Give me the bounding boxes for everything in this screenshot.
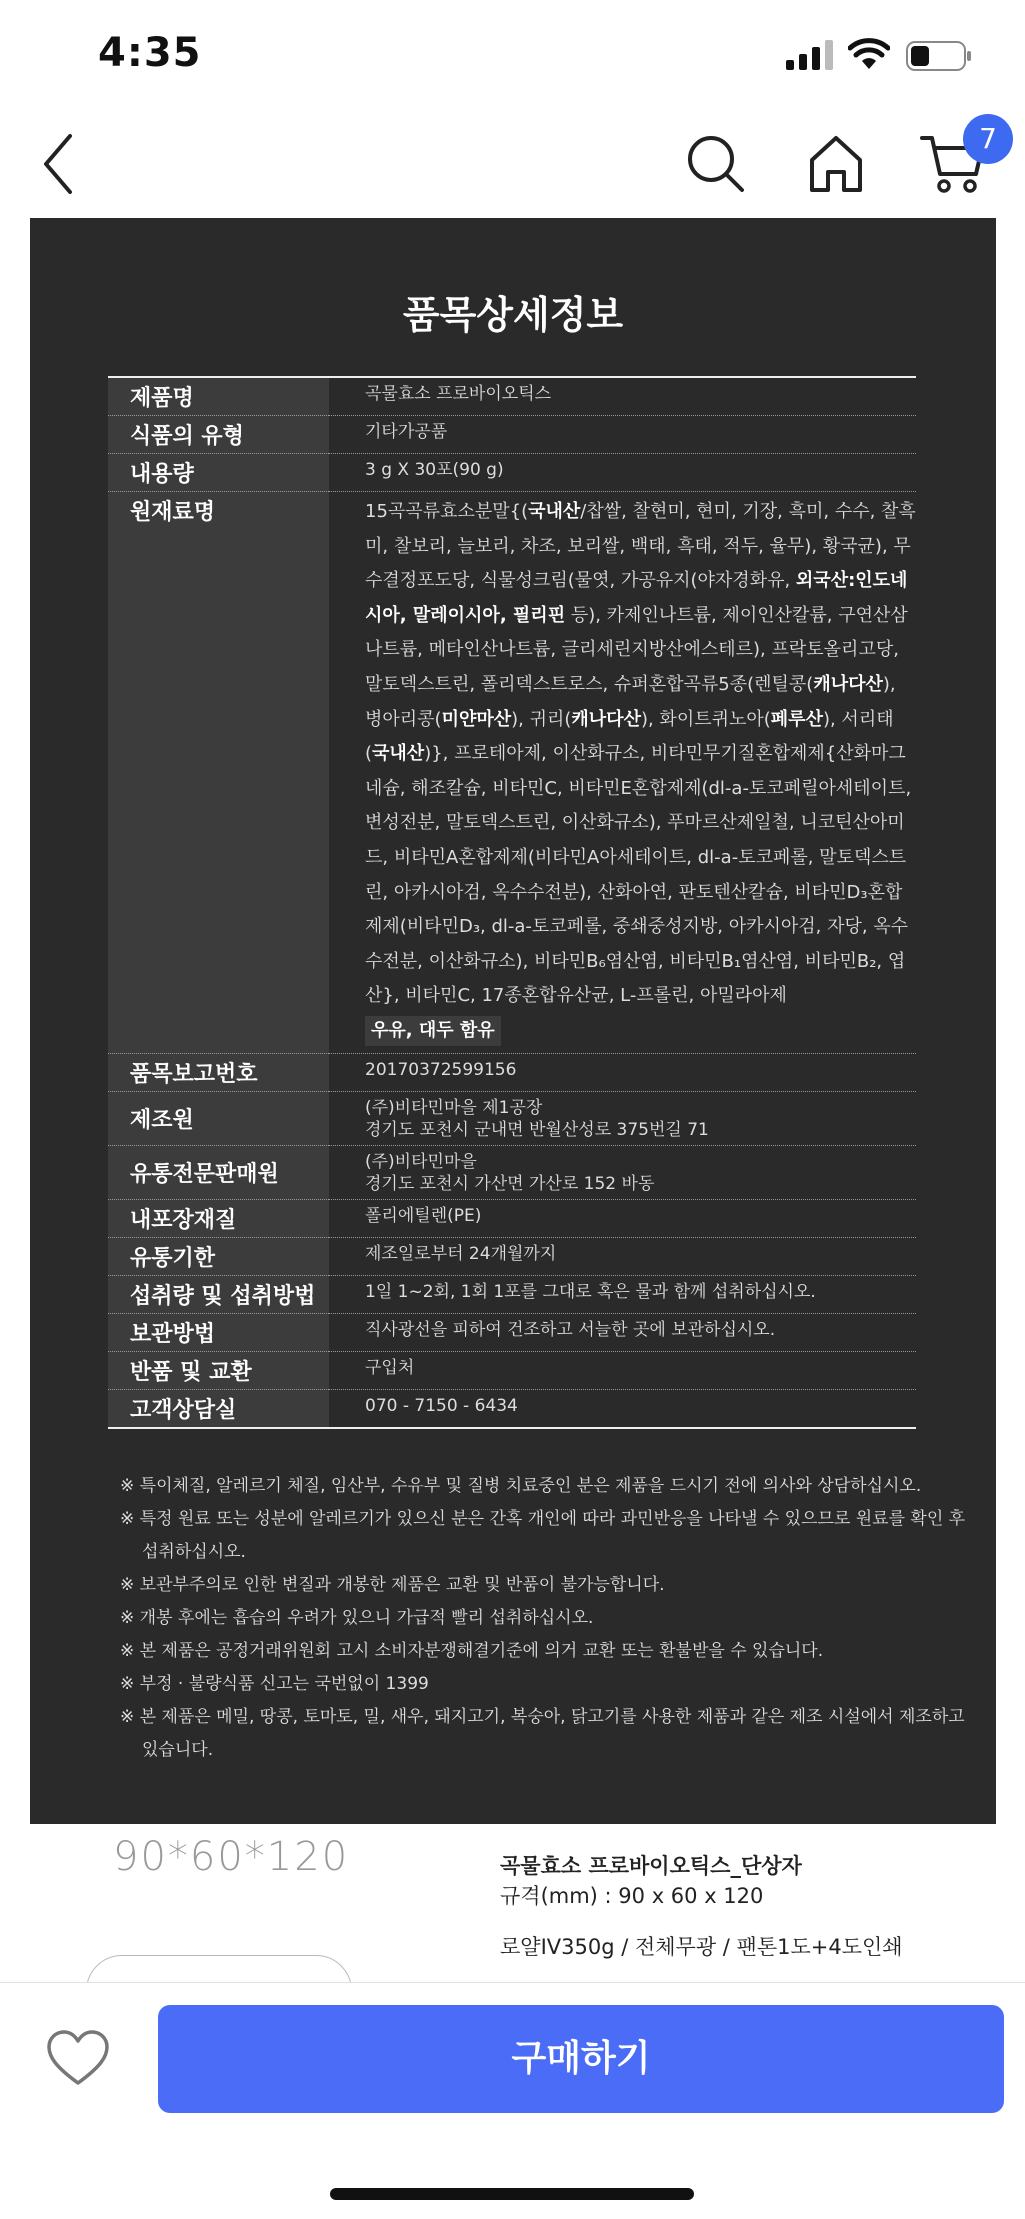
table-row — [108, 1091, 916, 1145]
row-value: 20170372599156 — [329, 1053, 916, 1091]
top-nav-bar — [0, 110, 1025, 215]
box-size-label: 90*60*120 — [113, 1834, 350, 1880]
ingredient-text: ), 서리태( — [365, 708, 894, 765]
back-icon[interactable] — [36, 130, 86, 198]
table-row — [108, 1275, 916, 1313]
product-info-table — [108, 376, 916, 1429]
row-label: 유통전문판매원 — [108, 1145, 329, 1199]
panel-title: 품목상세정보 — [402, 293, 624, 337]
caution-note: ※ 본 제품은 공정거래위원회 고시 소비자분쟁해결기준에 의거 교환 또는 환불받을 수 있습니다. — [120, 1641, 824, 1661]
table-row — [108, 1053, 916, 1091]
cart-count-badge[interactable]: 7 — [963, 114, 1013, 164]
row-value: 폴리에틸렌(PE) — [329, 1199, 916, 1237]
row-label: 식품의 유형 — [108, 416, 329, 454]
row-value: 곡물효소 프로바이오틱스 — [329, 377, 916, 416]
allergen-notice: 우유, 대두 함유 — [365, 1016, 501, 1046]
status-time: 4:35 — [98, 30, 202, 76]
caution-note: ※ 부정 · 불량식품 신고는 국번없이 1399 — [120, 1674, 429, 1694]
row-label: 보관방법 — [108, 1313, 329, 1351]
table-row — [108, 1145, 916, 1199]
ingredient-text: ), 병아리콩( — [365, 673, 896, 730]
table-row — [108, 1313, 916, 1351]
caution-note: ※ 본 제품은 메밀, 땅콩, 토마토, 밀, 새우, 돼지고기, 복숭아, 닭고기를 사용한 제품과 같은 제조 시설에서 제조하고 있습니다. — [120, 1707, 965, 1760]
package-name: 곡물효소 프로바이오틱스_단상자 — [500, 1854, 802, 1878]
ingredient-text: ), 귀리( — [511, 708, 572, 730]
caution-note: ※ 특이체질, 알레르기 체질, 임산부, 수유부 및 질병 치료중인 분은 제품을 드시기 전에 의사와 상담하십시오. — [120, 1476, 922, 1496]
table-row — [108, 1389, 916, 1428]
row-value: 구입처 — [329, 1351, 916, 1389]
row-label: 제조원 — [108, 1091, 329, 1145]
distributor-address: 경기도 포천시 가산면 가산로 152 바동 — [365, 1173, 655, 1194]
row-label: 반품 및 교환 — [108, 1351, 329, 1389]
home-icon[interactable] — [806, 132, 866, 196]
origin-highlight: 페루산 — [770, 708, 823, 730]
package-print-spec: 로얄IV350g / 전체무광 / 팬톤1도+4도인쇄 — [500, 1935, 903, 1959]
table-row — [108, 377, 916, 416]
row-label: 섭취량 및 섭취방법 — [108, 1275, 329, 1313]
ingredient-text: 15곡곡류효소분말{( — [365, 501, 529, 522]
row-value: 직사광선을 피하여 건조하고 서늘한 곳에 보관하십시오. — [329, 1313, 916, 1351]
home-indicator — [330, 2188, 694, 2200]
row-label: 품목보고번호 — [108, 1053, 329, 1091]
manufacturer-address: 경기도 포천시 군내면 반월산성로 375번길 71 — [365, 1119, 709, 1140]
row-value — [329, 1145, 916, 1199]
ingredients-value — [329, 492, 916, 1054]
caution-note: ※ 개봉 후에는 흡습의 우려가 있으니 가급적 빨리 섭취하십시오. — [120, 1608, 594, 1628]
product-info-panel — [30, 218, 996, 1824]
origin-highlight: 외국산:인도네시아, 말레이시아, 필리핀 — [365, 570, 908, 626]
table-row — [108, 492, 916, 1054]
caution-note: ※ 특정 원료 또는 성분에 알레르기가 있으신 분은 간혹 개인에 따라 과민반응을 나타낼 수 있으므로 원료를 확인 후 섭취하십시오. — [120, 1509, 966, 1562]
heart-icon[interactable] — [46, 2029, 110, 2087]
search-icon[interactable] — [686, 134, 746, 194]
row-label: 고객상담실 — [108, 1389, 329, 1428]
package-spec: 규격(mm) : 90 x 60 x 120 — [500, 1884, 764, 1908]
bottom-action-bar — [0, 1982, 1025, 2219]
ingredients-text — [365, 501, 916, 1006]
buy-button[interactable]: 구매하기 — [158, 2005, 1004, 2113]
row-label: 내포장재질 — [108, 1199, 329, 1237]
row-value — [329, 1091, 916, 1145]
caution-notes — [120, 1470, 980, 1767]
status-bar — [0, 0, 1025, 110]
row-value: 제조일로부터 24개월까지 — [329, 1237, 916, 1275]
table-row — [108, 1351, 916, 1389]
row-label: 내용량 — [108, 454, 329, 492]
origin-highlight: 캐나다산 — [813, 673, 883, 695]
ingredient-text: /찹쌀, 찰현미, 현미, 기장, 흑미, 수수, 찰흑미, 찰보리, 늘보리, 차조, 보리쌀, 백태, 흑태, 적두, 율무), 황국균), 무수결정포도당, 식물성크림(물엿, 가공유지(야자경화유, — [365, 501, 916, 592]
row-label: 제품명 — [108, 377, 329, 416]
table-row — [108, 1199, 916, 1237]
ingredient-text: 등), 카제인나트륨, 제이인산칼륨, 구연산삼나트륨, 메타인산나트륨, 글리세린지방산에스테르), 프락토올리고당, 말토덱스트린, 폴리덱스트로스, 슈퍼혼합곡류5종(렌틸콩( — [365, 604, 908, 695]
caution-note: ※ 보관부주의로 인한 변질과 개봉한 제품은 교환 및 반품이 불가능합니다. — [120, 1575, 665, 1595]
row-value: 기타가공품 — [329, 416, 916, 454]
origin-highlight: 미얀마산 — [441, 708, 512, 730]
row-value: 1일 1~2회, 1회 1포를 그대로 혹은 물과 함께 섭취하십시오. — [329, 1275, 916, 1313]
table-row — [108, 454, 916, 492]
battery-icon — [906, 40, 972, 72]
table-row — [108, 1237, 916, 1275]
ingredient-text: )}, 프로테아제, 이산화규소, 비타민무기질혼합제제{산화마그네슘, 해조칼슘, 비타민C, 비타민E혼합제제(dl-a-토코페릴아세테이트, 변성전분, 말토덱스트린, 이산화규소), 푸마르산제일철, 니코틴산아미드, 비타민A혼합제제(비타민A아세테이트, dl-a-토코페롤, 말토덱스트린, 아카시아검, 옥수수전분), 산화아연, 판토텐산칼슘, 비타민D₃혼합제제(비타민D₃, dl-a-토코페롤, 중쇄중성지방, 아카시아검, 자당, 옥수수전분, 이산화규소), 비타민B₆염산염, 비타민B₁염산염, 비타민B₂, 엽산}, 비타민C, 17종혼합유산균, L-프롤린, 아밀라아제 — [365, 743, 912, 1007]
manufacturer-name: (주)비타민마을 제1공장 — [365, 1097, 543, 1118]
row-label: 유통기한 — [108, 1237, 329, 1275]
row-value: 3 g X 30포(90 g) — [329, 454, 916, 492]
cellular-signal-icon — [786, 40, 834, 70]
origin-highlight: 캐나다산 — [571, 708, 641, 730]
origin-highlight: 국내산 — [528, 501, 581, 522]
row-label: 원재료명 — [108, 492, 329, 1054]
table-row — [108, 416, 916, 454]
row-value: 070 - 7150 - 6434 — [329, 1389, 916, 1428]
ingredient-text: ), 화이트퀴노아( — [640, 708, 771, 730]
origin-highlight: 국내산 — [372, 743, 425, 765]
distributor-name: (주)비타민마을 — [365, 1151, 477, 1172]
wifi-icon — [848, 38, 890, 70]
